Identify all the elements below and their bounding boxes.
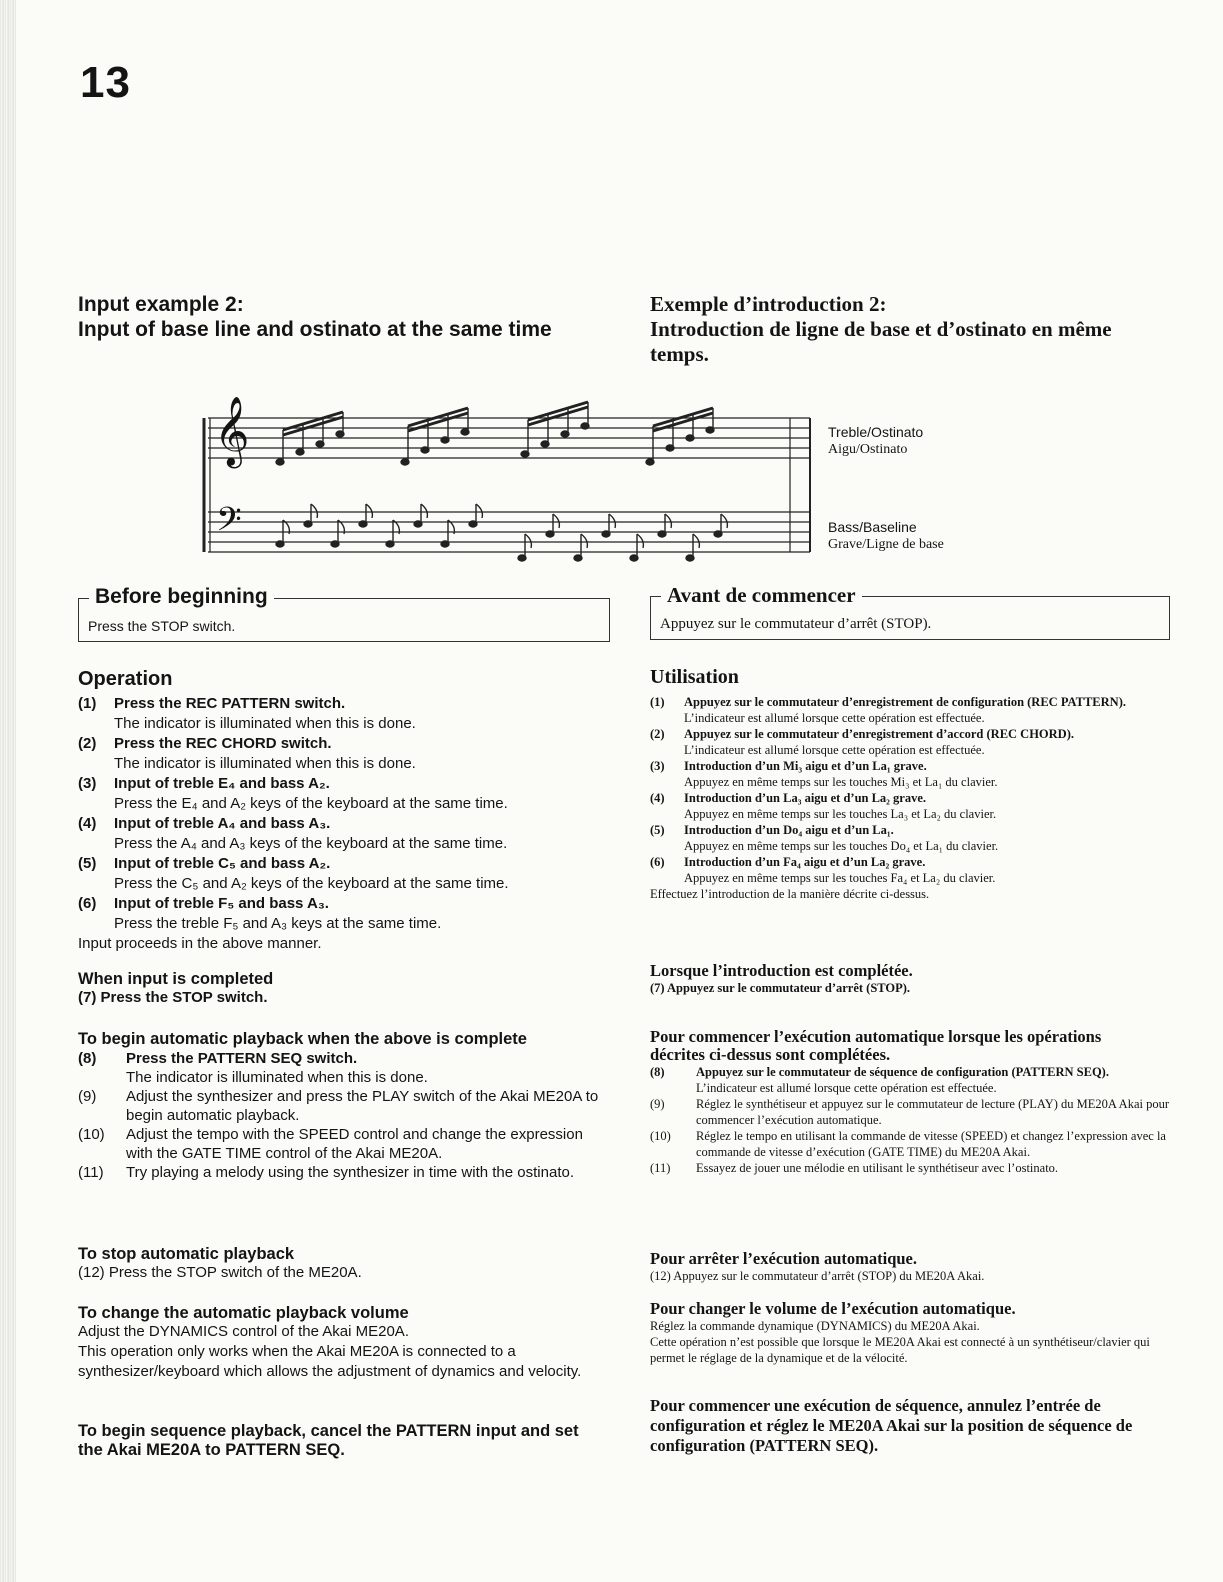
step-num: (6) — [650, 855, 665, 869]
sequence-title-en: To begin sequence playback, cancel the PATTERN input and set the Akai ME20A to PATTERN SEQ. — [78, 1422, 579, 1459]
stop-title-en: To stop automatic playback — [78, 1245, 295, 1263]
english-title-line2: Input of base line and ostinato at the same time — [78, 318, 552, 341]
operation-section-fr — [650, 666, 1175, 902]
auto-step-text: Try playing a melody using the synthesizer in time with the ostinato. — [126, 1164, 574, 1181]
step-head: Appuyez sur le commutateur d’enregistrement d’accord (REC CHORD). — [684, 727, 1074, 741]
step-head: Input of treble C₅ and bass A₂. — [114, 855, 331, 872]
stop-step-en: (12) Press the STOP switch of the ME20A. — [78, 1264, 362, 1281]
step-num: (3) — [78, 775, 97, 792]
auto-step-text: Press the PATTERN SEQ switch. — [126, 1050, 358, 1067]
step-2-en — [78, 734, 608, 774]
staff-drawing — [200, 382, 820, 572]
auto-step-num: (8) — [78, 1050, 97, 1067]
volume-title-fr: Pour changer le volume de l’exécution automatique. — [650, 1299, 1016, 1318]
auto-step-num — [78, 1068, 126, 1087]
auto-step-text: Réglez le tempo en utilisant la commande de vitesse (SPEED) et changez l’expression avec la commande de vitesse d’exécution (GATE TIME) du ME20A Akai. — [696, 1129, 1166, 1159]
completed-section-en — [78, 970, 608, 1008]
volume-section-en — [78, 1304, 608, 1382]
step-sub: The indicator is illuminated when this is done. — [114, 755, 416, 772]
bass-label-fr: Grave/Ligne de base — [828, 537, 944, 552]
auto-step-num: (11) — [650, 1161, 671, 1175]
auto-step-text: The indicator is illuminated when this is done. — [126, 1069, 428, 1086]
bass-label — [828, 519, 944, 553]
step-num: (4) — [78, 815, 97, 832]
step-sub: Appuyez en même temps sur les touches La₃ et La₂ du clavier. — [684, 807, 997, 821]
before-beginning-title-fr: Avant de commencer — [661, 583, 862, 608]
completed-title-fr: Lorsque l’introduction est complétée. — [650, 961, 913, 980]
step-sub: The indicator is illuminated when this is done. — [114, 715, 416, 732]
auto-step-num — [650, 1080, 696, 1096]
sequence-section-en — [78, 1422, 598, 1460]
operation-title-fr: Utilisation — [650, 666, 739, 688]
step-sub: Appuyez en même temps sur les touches Fa₄ et La₂ du clavier. — [684, 871, 996, 885]
step-sub: Appuyez en même temps sur les touches Do₄ et La₁ du clavier. — [684, 839, 999, 853]
step-num: (6) — [78, 895, 97, 912]
auto-step-text: Adjust the synthesizer and press the PLAY switch of the Akai ME20A to begin automatic playback. — [126, 1088, 599, 1124]
volume-body1-fr: Réglez la commande dynamique (DYNAMICS) du ME20A Akai. — [650, 1319, 980, 1333]
auto-step-num: (9) — [650, 1097, 665, 1111]
step-2-fr — [650, 726, 1175, 758]
step-sub: Press the treble F₅ and A₃ keys at the same time. — [114, 915, 442, 932]
step-head: Input of treble F₅ and bass A₃. — [114, 895, 329, 912]
operation-section-en — [78, 668, 608, 954]
step-1-fr — [650, 694, 1175, 726]
auto-step-text: Essayez de jouer une mélodie en utilisant le synthétiseur avec l’ostinato. — [696, 1161, 1059, 1175]
sequence-section-fr — [650, 1396, 1150, 1456]
auto-step-text: Appuyez sur le commutateur de séquence de configuration (PATTERN SEQ). — [696, 1065, 1109, 1079]
step-4-en — [78, 814, 608, 854]
step-4-fr — [650, 790, 1175, 822]
step-num: (3) — [650, 759, 665, 773]
volume-title-en: To change the automatic playback volume — [78, 1304, 409, 1322]
completed-step-fr: (7) Appuyez sur le commutateur d’arrêt (STOP). — [650, 981, 911, 995]
step-num: (2) — [650, 727, 665, 741]
treble-label — [828, 424, 923, 458]
step-num: (5) — [650, 823, 665, 837]
page-number: 13 — [80, 58, 131, 107]
auto-step-text: L’indicateur est allumé lorsque cette opération est effectuée. — [696, 1081, 997, 1095]
volume-body1-en: Adjust the DYNAMICS control of the Akai ME20A. — [78, 1323, 409, 1340]
english-title-block — [78, 292, 610, 342]
step-6-fr — [650, 854, 1175, 886]
treble-label-fr: Aigu/Ostinato — [828, 442, 908, 457]
completed-title-en: When input is completed — [78, 970, 274, 988]
step-sub: Appuyez en même temps sur les touches Mi₃ et La₁ du clavier. — [684, 775, 998, 789]
step-num: (1) — [650, 695, 665, 709]
completed-step-en: (7) Press the STOP switch. — [78, 989, 268, 1006]
step-sub: L’indicateur est allumé lorsque cette opération est effectuée. — [684, 711, 985, 725]
volume-section-fr — [650, 1300, 1175, 1366]
step-sub: Press the A₄ and A₃ keys of the keyboard at the same time. — [114, 835, 508, 852]
before-beginning-box-en — [78, 585, 610, 642]
step-head: Press the REC PATTERN switch. — [114, 695, 346, 712]
stop-section-fr — [650, 1250, 1175, 1284]
treble-label-en: Treble/Ostinato — [828, 424, 924, 440]
step-num: (2) — [78, 735, 97, 752]
step-head: Introduction d’un Do₄ aigu et d’un La₁. — [684, 823, 894, 837]
bass-label-en: Bass/Baseline — [828, 519, 917, 535]
before-beginning-box-fr — [650, 583, 1170, 640]
step-head: Appuyez sur le commutateur d’enregistrement de configuration (REC PATTERN). — [684, 695, 1126, 709]
step-num: (5) — [78, 855, 97, 872]
volume-body2-en: This operation only works when the Akai ME20A is connected to a synthesizer/keyboard which allows the adjustment of dynamics and velocity. — [78, 1343, 582, 1380]
before-beginning-body-en: Press the STOP switch. — [88, 618, 236, 634]
completed-section-fr — [650, 962, 1175, 996]
auto-title-en: To begin automatic playback when the above is complete — [78, 1030, 527, 1048]
step-5-fr — [650, 822, 1175, 854]
volume-body2-fr: Cette opération n’est possible que lorsque le ME20A Akai est connecté à un synthétiseur/clavier qui permet le réglage de la dynamique et de la vélocité. — [650, 1335, 1150, 1365]
step-3-en — [78, 774, 608, 814]
step-sub: Press the E₄ and A₂ keys of the keyboard at the same time. — [114, 795, 508, 812]
before-beginning-body-fr: Appuyez sur le commutateur d’arrêt (STOP). — [660, 616, 932, 632]
step-num: (4) — [650, 791, 665, 805]
stop-section-en — [78, 1245, 608, 1283]
auto-step-num: (8) — [650, 1065, 665, 1079]
bass-clef-icon: 𝄢 — [216, 501, 242, 547]
french-title-line2: Introduction de ligne de base et d’ostinato en même temps. — [650, 317, 1112, 366]
step-head: Introduction d’un Mi₃ aigu et d’un La₁ grave. — [684, 759, 927, 773]
step-num: (1) — [78, 695, 97, 712]
auto-title-fr: Pour commencer l’exécution automatique lorsque les opérations décrites ci-dessus sont complétées. — [650, 1027, 1102, 1064]
step-head: Introduction d’un La₃ aigu et d’un La₂ grave. — [684, 791, 927, 805]
auto-section-en — [78, 1030, 600, 1182]
step-head: Input of treble E₄ and bass A₂. — [114, 775, 330, 792]
before-beginning-title-en: Before beginning — [89, 585, 274, 609]
stop-step-fr: (12) Appuyez sur le commutateur d’arrêt (STOP) du ME20A Akai. — [650, 1269, 985, 1283]
proceeds-note-en: Input proceeds in the above manner. — [78, 935, 322, 952]
step-sub: L’indicateur est allumé lorsque cette opération est effectuée. — [684, 743, 985, 757]
step-6-en — [78, 894, 608, 934]
auto-step-num: (10) — [78, 1126, 105, 1143]
step-head: Press the REC CHORD switch. — [114, 735, 332, 752]
auto-section-fr — [650, 1028, 1175, 1176]
auto-step-text: Réglez le synthétiseur et appuyez sur le commutateur de lecture (PLAY) du ME20A Akai pour commencer l’exécution automatique. — [696, 1097, 1170, 1127]
step-3-fr — [650, 758, 1175, 790]
stop-title-fr: Pour arrêter l’exécution automatique. — [650, 1249, 917, 1268]
french-title-block — [650, 292, 1175, 367]
treble-clef-icon: 𝄞 — [214, 396, 250, 466]
step-sub: Press the C₅ and A₂ keys of the keyboard at the same time. — [114, 875, 509, 892]
auto-step-num: (11) — [78, 1164, 104, 1181]
english-title-line1: Input example 2: — [78, 293, 244, 316]
sequence-title-fr: Pour commencer une exécution de séquence, annulez l’entrée de configuration et réglez le ME20A Akai sur la position de séquence de configuration (PATTERN SEQ). — [650, 1396, 1133, 1455]
step-head: Introduction d’un Fa₄ aigu et d’un La₂ grave. — [684, 855, 926, 869]
step-1-en — [78, 694, 608, 734]
proceeds-note-fr: Effectuez l’introduction de la manière décrite ci-dessus. — [650, 887, 930, 901]
french-title-line1: Exemple d’introduction 2: — [650, 292, 887, 316]
operation-title-en: Operation — [78, 668, 173, 690]
music-staff-figure — [200, 382, 1000, 572]
step-5-en — [78, 854, 608, 894]
auto-step-text: Adjust the tempo with the SPEED control and change the expression with the GATE TIME control of the Akai ME20A. — [126, 1126, 583, 1162]
auto-step-num: (10) — [650, 1129, 671, 1143]
step-head: Input of treble A₄ and bass A₃. — [114, 815, 331, 832]
auto-step-num: (9) — [78, 1088, 97, 1105]
binding-edge — [0, 0, 16, 1582]
